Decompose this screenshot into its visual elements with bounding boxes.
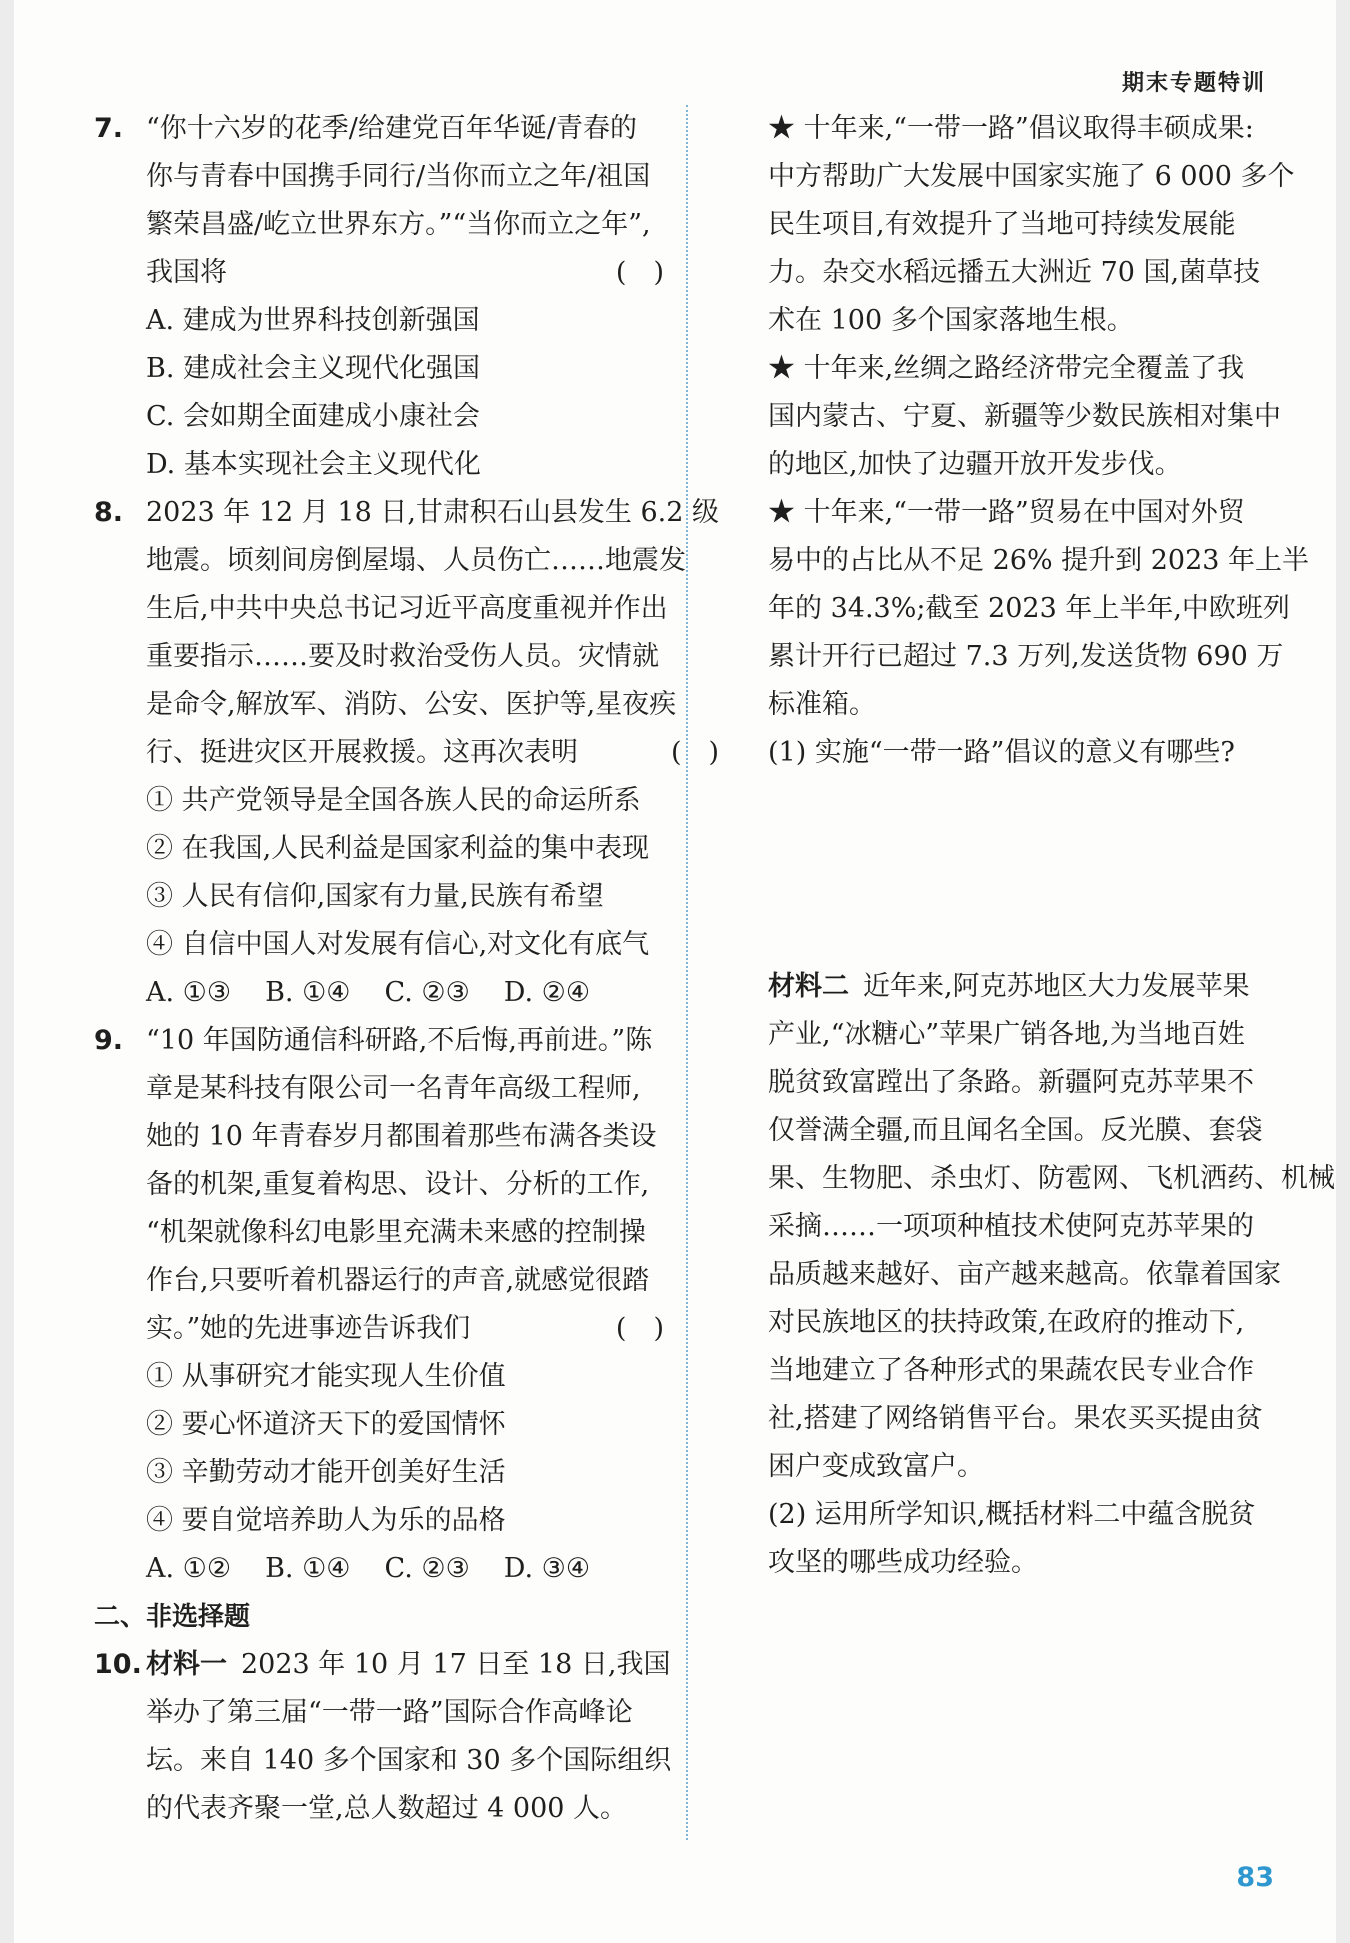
material-text: 2023 年 10 月 17 日至 18 日,我国 [241,1649,671,1680]
question-text: 你与青春中国携手同行/当你而立之年/祖国 [146,161,651,192]
fact-block-1 [768,105,1295,345]
choice-row [146,1545,664,1593]
material-text: 果、生物肥、杀虫灯、防雹网、飞机洒药、机械 [768,1163,1335,1194]
material-text: 坛。来自 140 多个国家和 30 多个国际组织 [146,1745,672,1776]
statement-item: ④ 自信中国人对发展有信心,对文化有底气 [146,929,650,960]
fact-text: 中方帮助广大发展中国家实施了 6 000 多个 [768,161,1295,192]
fact-text: 术在 100 多个国家落地生根。 [768,305,1134,336]
answer-blank: ( ) [670,737,720,768]
question-text: “10 年国防通信科研路,不后悔,再前进。”陈 [146,1025,653,1056]
fact-block-2 [768,345,1290,489]
question-text: 实。”她的先进事迹告诉我们 [146,1313,471,1344]
fact-text: 易中的占比从不足 26% 提升到 2023 年上半 [768,545,1310,576]
question-text: 地震。顷刻间房倒屋塌、人员伤亡……地震发 [146,545,686,576]
sub-question-2: 攻坚的哪些成功经验。 [768,1547,1038,1578]
statement-item: ③ 辛勤劳动才能开创美好生活 [146,1457,506,1488]
fact-text: 标准箱。 [768,689,876,720]
question-text: 重要指示……要及时救治受伤人员。灾情就 [146,641,659,672]
option-d: D. 基本实现社会主义现代化 [146,449,481,480]
question-text: 作台,只要听着机器运行的声音,就感觉很踏 [146,1265,650,1296]
fact-text: 民生项目,有效提升了当地可持续发展能 [768,209,1236,240]
statement-item: ④ 要自觉培养助人为乐的品格 [146,1505,506,1536]
fact-text: ★ 十年来,丝绸之路经济带完全覆盖了我 [768,353,1245,384]
material-text: 产业,“冰糖心”苹果广销各地,为当地百姓 [768,1019,1245,1050]
question-text: 行、挺进灾区开展救援。这再次表明 [146,737,578,768]
section-heading: 二、非选择题 [94,1602,251,1632]
statement-item: ① 共产党领导是全国各族人民的命运所系 [146,785,641,816]
question-number: 8. [94,497,124,528]
statement-item: ① 从事研究才能实现人生价值 [146,1361,506,1392]
question-text: 备的机架,重复着构思、设计、分析的工作, [146,1169,650,1200]
material-text: 举办了第三届“一带一路”国际合作高峰论 [146,1697,633,1728]
option-a: A. ①③ [146,977,232,1008]
fact-text: 的地区,加快了边疆开放开发步伐。 [768,449,1182,480]
option-b: B. ①④ [265,977,351,1008]
question-text: “你十六岁的花季/给建党百年华诞/青春的 [146,113,637,144]
fact-text: 累计开行已超过 7.3 万列,发送货物 690 万 [768,641,1284,672]
material-text: 品质越来越好、亩产越来越高。依靠着国家 [768,1259,1281,1290]
option-c: C. 会如期全面建成小康社会 [146,401,480,432]
answer-space[interactable] [768,777,1290,963]
question-10 [94,1641,672,1833]
fact-text: 国内蒙古、宁夏、新疆等少数民族相对集中 [768,401,1281,432]
option-a: A. 建成为世界科技创新强国 [146,305,480,336]
page-number: 83 [1236,1862,1274,1893]
question-number: 10. [94,1649,142,1680]
right-column [768,105,1335,1587]
question-text: 繁荣昌盛/屹立世界东方。”“当你而立之年”, [146,209,651,240]
material-label: 材料二 [768,971,849,1002]
question-7 [94,105,664,489]
material-2 [768,963,1335,1491]
material-text: 对民族地区的扶持政策,在政府的推动下, [768,1307,1245,1338]
question-9 [94,1017,664,1593]
page-header-title: 期末专题特训 [1121,71,1266,96]
fact-text: 年的 34.3%;截至 2023 年上半年,中欧班列 [768,593,1290,624]
material-text: 近年来,阿克苏地区大力发展苹果 [863,971,1250,1002]
choice-row [146,969,719,1017]
material-text: 脱贫致富蹚出了条路。新疆阿克苏苹果不 [768,1067,1254,1098]
option-b: B. 建成社会主义现代化强国 [146,353,481,384]
sub-question-1: (1) 实施“一带一路”倡议的意义有哪些? [768,737,1235,768]
option-b: B. ①④ [265,1553,351,1584]
question-text: 我国将 [146,257,227,288]
question-text: 她的 10 年青春岁月都围着那些布满各类设 [146,1121,657,1152]
fact-text: ★ 十年来,“一带一路”贸易在中国对外贸 [768,497,1245,528]
statement-item: ② 在我国,人民利益是国家利益的集中表现 [146,833,650,864]
question-number: 9. [94,1025,124,1056]
fact-text: 力。杂交水稻远播五大洲近 70 国,菌草技 [768,257,1261,288]
material-text: 困户变成致富户。 [768,1451,984,1482]
option-c: C. ②③ [384,1553,470,1584]
question-text: “机架就像科幻电影里充满未来感的控制操 [146,1217,646,1248]
fact-block-3 [768,489,1310,729]
option-c: C. ②③ [384,977,470,1008]
sub-question-2: (2) 运用所学知识,概括材料二中蕴含脱贫 [768,1499,1256,1530]
answer-blank: ( ) [615,257,664,288]
material-label: 材料一 [146,1649,227,1680]
left-column [94,105,720,1833]
statement-item: ③ 人民有信仰,国家有力量,民族有希望 [146,881,604,912]
question-text: 章是某科技有限公司一名青年高级工程师, [146,1073,641,1104]
option-a: A. ①② [146,1553,232,1584]
material-text: 社,搭建了网络销售平台。果农买买提由贫 [768,1403,1263,1434]
question-text: 2023 年 12 月 18 日,甘肃积石山县发生 6.2 级 [146,497,720,528]
material-text: 的代表齐聚一堂,总人数超过 4 000 人。 [146,1793,628,1824]
fact-text: ★ 十年来,“一带一路”倡议取得丰硕成果: [768,113,1254,144]
material-text: 仅誉满全疆,而且闻名全国。反光膜、套袋 [768,1115,1263,1146]
material-text: 采摘……一项项种植技术使阿克苏苹果的 [768,1211,1254,1242]
question-text: 生后,中共中央总书记习近平高度重视并作出 [146,593,668,624]
material-text: 当地建立了各种形式的果蔬农民专业合作 [768,1355,1254,1386]
question-8 [94,489,720,1017]
question-text: 是命令,解放军、消防、公安、医护等,星夜疾 [146,689,677,720]
question-number: 7. [94,113,124,144]
option-d: D. ②④ [503,977,591,1008]
answer-blank: ( ) [615,1313,664,1344]
statement-item: ② 要心怀道济天下的爱国情怀 [146,1409,506,1440]
page [14,0,1336,1943]
option-d: D. ③④ [503,1553,591,1584]
